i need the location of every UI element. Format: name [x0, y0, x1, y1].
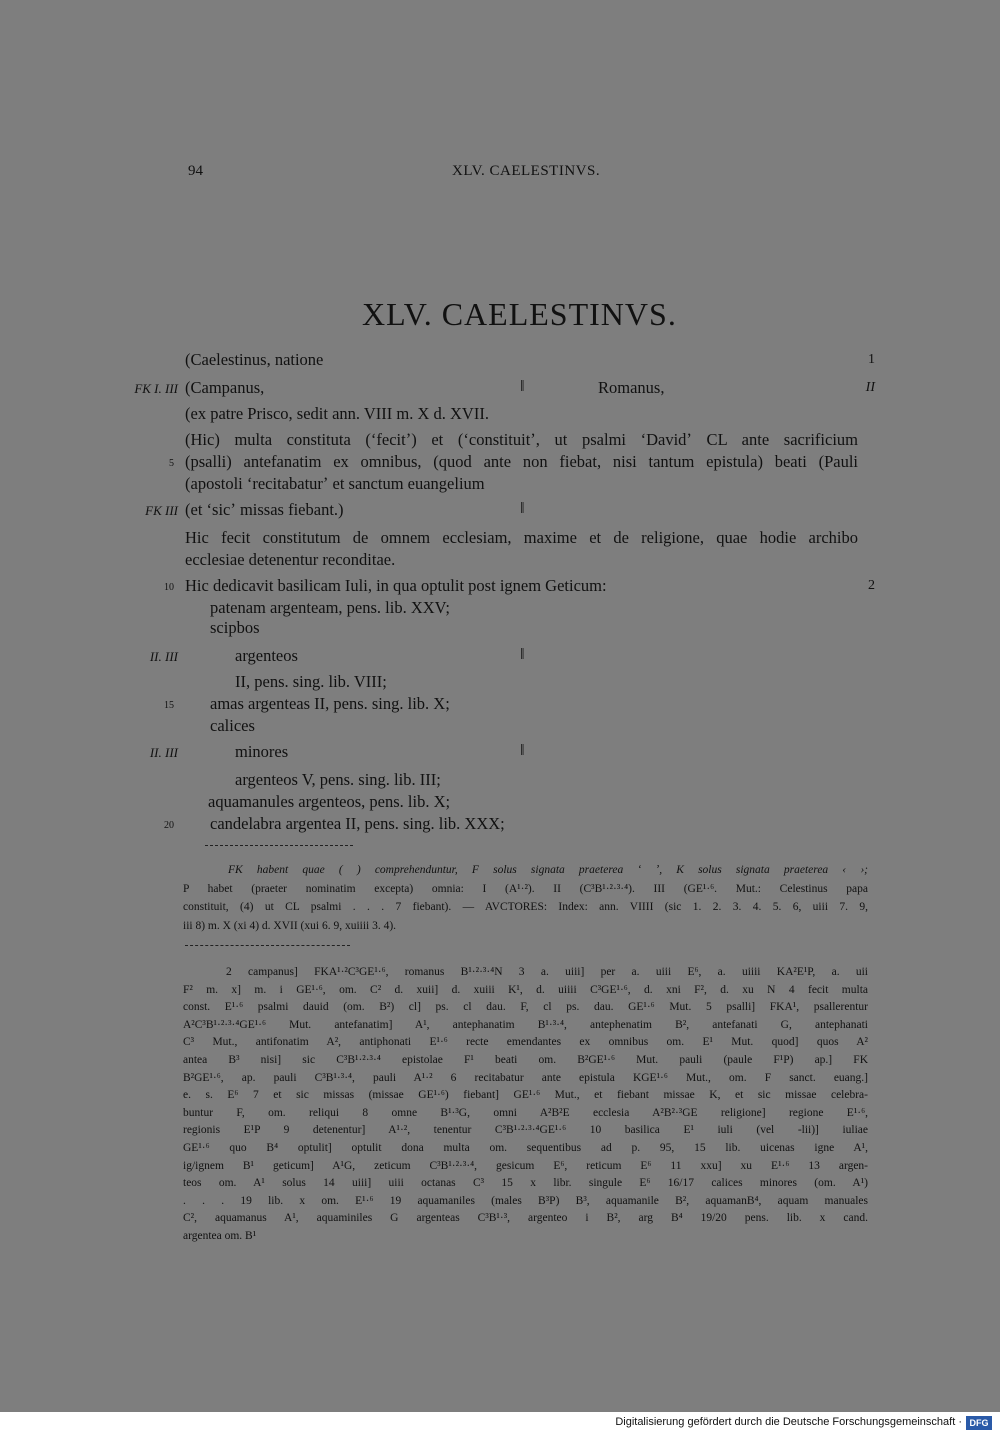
- parallel-marker: ‖: [520, 742, 525, 759]
- text-line: (Caelestinus, natione: [185, 350, 324, 369]
- text-line: (Campanus,: [185, 378, 265, 397]
- apparatus-line: A²C³B¹·²·³·⁴GE¹·⁶ Mut. antefanatim] A¹, antephanatim B¹·³·⁴, antephenatim B², antefanati G, antephanati: [183, 1018, 868, 1031]
- text-line: amas argenteas II, pens. sing. lib. X;: [210, 694, 450, 713]
- text-line: (Hic) multa constituta (ʻfecitʼ) et (ʻconstituitʼ, ut psalmi ʻDavidʼ CL ante sacrificium: [185, 430, 858, 449]
- parallel-marker: ‖: [520, 500, 525, 517]
- apparatus-line: 2 campanus] FKA¹·²C³GE¹·⁶, romanus B¹·²·³·⁴N 3 a. uiii] per a. uiii E⁶, a. uiiii KA²E¹P, a. uii: [226, 966, 868, 978]
- apparatus-line: F² m. x] m. i GE¹·⁶, om. C² d. xuii] d. xuiii K¹, d. uiiii C³GE¹·⁶, d. xni F², d. xu N 4 fecit multa: [183, 983, 868, 996]
- apparatus-line: B²GE¹·⁶, ap. pauli C³B¹·³·⁴, pauli A¹·² 6 recitabatur ante epistula KGE¹·⁶ Mut., om. F sanct. euang.]: [183, 1071, 868, 1084]
- text-line: (ex patre Prisco, sedit ann. VIII m. X d. XVII.: [185, 404, 489, 423]
- line-number: 5: [169, 458, 174, 469]
- page-number: 94: [188, 163, 203, 179]
- margin-siglum: II. III: [149, 745, 178, 760]
- footnote-line: constituit, (4) ut CL psalmi . . . 7 fiebant). — AVCTORES: Index: ann. VIIII (sic 1. 2. 3. 4. 5. 6, uiii 7. 9,: [183, 901, 868, 913]
- text-line: aquamanules argenteos, pens. lib. X;: [208, 792, 451, 811]
- footnote-line: P habet (praeter nominatim excepta) omnia: I (A¹·²). II (C³B¹·²·³·⁴). III (GE¹·⁶. Mut.: Celestinus papa: [183, 882, 868, 895]
- text-line: patenam argenteam, pens. lib. XXV;: [210, 598, 450, 617]
- line-number: 15: [164, 700, 174, 711]
- margin-siglum: FK I. III: [134, 381, 178, 396]
- text-line: scipbos: [210, 618, 260, 637]
- text-line: Hic fecit constitutum de omnem ecclesiam, maxime et de religione, quae hodie archibo: [185, 528, 858, 547]
- rule-2: [185, 945, 350, 946]
- line-number: 20: [164, 820, 174, 831]
- parallel-marker: ‖: [520, 646, 525, 663]
- text-line: minores: [235, 742, 289, 761]
- text-line: argenteos: [235, 646, 298, 665]
- line-number: 10: [164, 582, 174, 593]
- section-marker: 1: [868, 352, 875, 367]
- dfg-logo: DFG: [966, 1416, 992, 1430]
- running-title: XLV. CAELESTINVS.: [452, 163, 601, 179]
- text-line: ecclesiae detenentur reconditae.: [185, 550, 396, 569]
- text-line: II, pens. sing. lib. VIII;: [235, 672, 387, 691]
- text-line: Hic dedicavit basilicam Iuli, in qua optulit post ignem Geticum:: [185, 576, 607, 595]
- margin-siglum: II. III: [149, 649, 178, 664]
- apparatus-line: antea B³ nisi] sic C³B¹·²·³·⁴ epistolae F¹ beati om. B²GE¹·⁶ Mut. pauli (paule F¹P) ap.] FK: [183, 1054, 868, 1066]
- text-line: (psalli) antefanatim ex omnibus, (quod ante non fiebat, nisi tantum epistula) beati (Pauli: [185, 452, 858, 471]
- margin-siglum: FK III: [145, 503, 178, 518]
- apparatus-line: regionis E¹P 9 detenentur] A¹·², tenentur C³B¹·²·³·⁴GE¹·⁶ 10 basilica E¹ iuli (vel -lii)] iuliae: [183, 1124, 868, 1137]
- apparatus-line: C², aquamanus A¹, aquaminiles G argenteas C³B¹·³, argenteo i B², arg B⁴ 19/20 pens. lib. x cand.: [183, 1212, 868, 1225]
- apparatus-line: teos om. A¹ solus 14 uiii] uiii octanas C³ 15 x libr. singule E⁶ 16/17 calices minores (om. A¹): [183, 1177, 868, 1190]
- text-line: (apostoli ʻrecitabaturʼ et sanctum euangelium: [185, 474, 485, 493]
- section-marker: 2: [868, 578, 875, 593]
- apparatus-line: argentea om. B¹: [183, 1230, 257, 1242]
- apparatus-line: const. E¹·⁶ psalmi dauid (om. B²) cl] ps. cl dau. F, cl ps. dau. GE¹·⁶ Mut. 5 psalli] FKA¹, psallerentur: [183, 1001, 868, 1014]
- text-line: calices: [210, 716, 255, 735]
- footer-bar: [0, 1412, 1000, 1434]
- text-line: candelabra argentea II, pens. sing. lib. XXX;: [210, 814, 505, 833]
- footnote-line: FK habent quae ( ) comprehenduntur, F solus signata praeterea ʻ ʼ, K solus signata praeterea ‹ ›;: [228, 864, 868, 876]
- apparatus-line: e. s. E⁶ 7 et sic missas (missae GE¹·⁶) fiebant] GE¹·⁶ Mut., et fiebant missae K, et sic missae celebra-: [183, 1089, 868, 1102]
- section-marker: II: [865, 380, 875, 395]
- parallel-marker: ‖: [520, 378, 525, 395]
- rule-1: [205, 845, 353, 846]
- apparatus-line: ig/ignem B¹ geticum] A¹G, zeticum C³B¹·²·³·⁴, gesicum E⁶, reticum E⁶ 11 xxu] xu E¹·⁶ 13 argen-: [183, 1159, 868, 1172]
- text-line: (et ʻsicʼ missas fiebant.): [185, 500, 344, 519]
- footnote-line: iii 8) m. X (xi 4) d. XVII (xui 6. 9, xuiiii 3. 4).: [183, 919, 397, 932]
- chapter-title: XLV. CAELESTINVS.: [362, 296, 677, 332]
- apparatus-line: GE¹·⁶ quo B⁴ optulit] optulit dona multa om. sequentibus ad p. 95, 15 lib. uicenas igne A¹,: [183, 1142, 868, 1154]
- apparatus-line: buntur F, om. reliqui 8 omne B¹·³G, omni A²B²E ecclesia A²B²·³GE religione] regione E¹·⁶,: [183, 1106, 868, 1119]
- apparatus-line: . . . 19 lib. x om. E¹·⁶ 19 aquamaniles (males B³P) B³, aquamanile B², aquamanB⁴, aquam manuales: [183, 1194, 868, 1207]
- text-line: argenteos V, pens. sing. lib. III;: [235, 770, 441, 789]
- footer-credit: Digitalisierung gefördert durch die Deutsche Forschungsgemeinschaft ·: [615, 1416, 962, 1428]
- variant-text: Romanus,: [598, 378, 665, 397]
- apparatus-line: C³ Mut., antifonatim A², antiphonati E¹·⁶ recte emendantes ex omnibus om. E¹ Mut. quod] quos A²: [183, 1036, 868, 1049]
